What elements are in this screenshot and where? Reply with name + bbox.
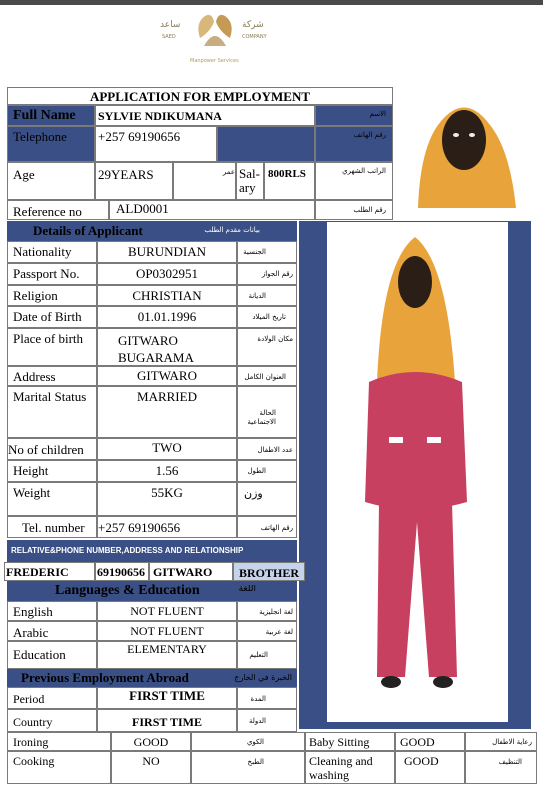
salary-arabic: الراتب الشهري xyxy=(315,162,393,200)
education-value: ELEMENTARY xyxy=(97,641,237,669)
salary-label: Sal-ary xyxy=(236,162,264,200)
logo-arabic-right: شركة xyxy=(242,20,264,30)
place-of-birth-arabic: مكان الولادة xyxy=(237,328,297,366)
weight-value: 55KG xyxy=(97,482,237,516)
date-of-birth-label: Date of Birth xyxy=(7,306,97,328)
previous-employment-header: Previous Employment Abroad xyxy=(7,669,297,687)
cleaning-washing-arabic: التنظيف xyxy=(465,751,537,784)
religion-arabic: الديانة xyxy=(237,285,297,306)
weight-arabic: وزن xyxy=(237,482,297,516)
height-arabic: الطول xyxy=(237,460,297,482)
passport-value: OP0302951 xyxy=(97,263,237,285)
full-name-arabic: الاسم xyxy=(315,105,393,126)
arabic-value: NOT FLUENT xyxy=(97,621,237,641)
period-label: Period xyxy=(7,687,97,709)
cooking-value: NO xyxy=(111,751,191,784)
languages-header-arabic: اللغة xyxy=(238,585,256,594)
languages-header: Languages & Education xyxy=(7,581,297,601)
relative-relationship: BROTHER xyxy=(233,562,305,581)
passport-label: Passport No. xyxy=(7,263,97,285)
nationality-value: BURUNDIAN xyxy=(97,241,237,263)
country-arabic: الدولة xyxy=(237,709,297,732)
form-title: APPLICATION FOR EMPLOYMENT xyxy=(7,87,393,105)
full-name-value: SYLVIE NDIKUMANA xyxy=(95,105,315,126)
age-arabic: عمر xyxy=(222,168,235,176)
age-label: Age xyxy=(7,162,95,200)
cleaning-washing-value: GOOD xyxy=(395,751,465,784)
address-arabic: العنوان الكامل xyxy=(237,366,297,386)
logo-tagline: Manpower Services xyxy=(190,58,239,64)
top-bar xyxy=(0,0,543,5)
ironing-arabic: الكوي xyxy=(191,732,305,751)
applicant-photo-fullbody xyxy=(327,222,508,722)
logo-english-left: SAED xyxy=(162,34,176,40)
marital-status-label: Marital Status xyxy=(7,386,97,438)
full-name-label: Full Name xyxy=(7,105,95,126)
ironing-label: Ironing xyxy=(7,732,111,751)
applicant-photo-headshot xyxy=(398,90,530,208)
marital-status-arabic: الحالة الاجتماعية xyxy=(237,386,297,438)
nationality-label: Nationality xyxy=(7,241,97,263)
reference-label: Reference no xyxy=(7,200,109,220)
arabic-label: Arabic xyxy=(7,621,97,641)
tel-number-value: +257 69190656 xyxy=(97,516,237,538)
details-header-arabic: بيانات مقدم الطلب xyxy=(204,226,260,234)
telephone-spacer xyxy=(217,126,315,162)
period-value: FIRST TIME xyxy=(97,687,237,709)
nationality-arabic: الجنسية xyxy=(237,241,297,263)
relative-header: RELATIVE&PHONE NUMBER,ADDRESS AND RELATIONSHIP xyxy=(7,540,297,562)
relative-address: GITWARO xyxy=(149,562,233,581)
height-label: Height xyxy=(7,460,97,482)
address-value: GITWARO xyxy=(97,366,237,386)
address-label: Address xyxy=(7,366,97,386)
age-value: 29YEARS xyxy=(95,162,173,200)
relative-phone: 69190656 xyxy=(95,562,149,581)
children-value: TWO xyxy=(97,438,237,460)
salary-value: 800RLS xyxy=(264,162,315,200)
marital-status-value: MARRIED xyxy=(97,386,237,438)
weight-label: Weight xyxy=(7,482,97,516)
hands-logo-icon xyxy=(190,8,240,54)
date-of-birth-arabic: تاريخ الميلاد xyxy=(237,306,297,328)
cooking-label: Cooking xyxy=(7,751,111,784)
religion-value: CHRISTIAN xyxy=(97,285,237,306)
date-of-birth-value: 01.01.1996 xyxy=(97,306,237,328)
company-logo xyxy=(160,8,270,70)
english-value: NOT FLUENT xyxy=(97,601,237,621)
details-header: Details of Applicant xyxy=(7,221,297,241)
tel-number-label: Tel. number xyxy=(7,516,97,538)
place-of-birth-label: Place of birth xyxy=(7,328,97,366)
reference-arabic: رقم الطلب xyxy=(315,200,393,220)
baby-sitting-label: Baby Sitting xyxy=(305,732,395,751)
children-label: No of children xyxy=(7,438,97,460)
children-arabic: عدد الاطفال xyxy=(237,438,297,460)
logo-english-right: COMPANY xyxy=(242,34,267,40)
ironing-value: GOOD xyxy=(111,732,191,751)
baby-sitting-arabic: رعاية الاطفال xyxy=(465,732,537,751)
cleaning-washing-label: Cleaning and washing xyxy=(305,751,395,784)
relative-name: FREDERIC xyxy=(4,562,95,581)
english-label: English xyxy=(7,601,97,621)
place-of-birth-value: GITWARO BUGARAMA xyxy=(118,333,194,365)
previous-employment-header-arabic: الخبرة في الخارج xyxy=(234,673,292,682)
arabic-arabic: لغة عربية xyxy=(237,621,297,641)
reference-value: ALD0001 xyxy=(109,200,315,220)
english-arabic: لغة انجليزية xyxy=(237,601,297,621)
telephone-arabic: رقم الهاتف xyxy=(315,126,393,162)
telephone-value: +257 69190656 xyxy=(95,126,217,162)
height-value: 1.56 xyxy=(97,460,237,482)
logo-arabic-left: ساعد xyxy=(160,20,181,30)
religion-label: Religion xyxy=(7,285,97,306)
place-of-birth-value-cell xyxy=(97,328,237,366)
education-label: Education xyxy=(7,641,97,669)
country-value: FIRST TIME xyxy=(97,709,237,732)
tel-number-arabic: رقم الهاتف xyxy=(237,516,297,538)
cooking-arabic: الطبخ xyxy=(191,751,305,784)
education-arabic: التعليم xyxy=(237,641,297,669)
passport-arabic: رقم الجواز xyxy=(237,263,297,285)
country-label: Country xyxy=(7,709,97,732)
telephone-label: Telephone xyxy=(7,126,95,162)
baby-sitting-value: GOOD xyxy=(395,732,465,751)
period-arabic: المدة xyxy=(237,687,297,709)
